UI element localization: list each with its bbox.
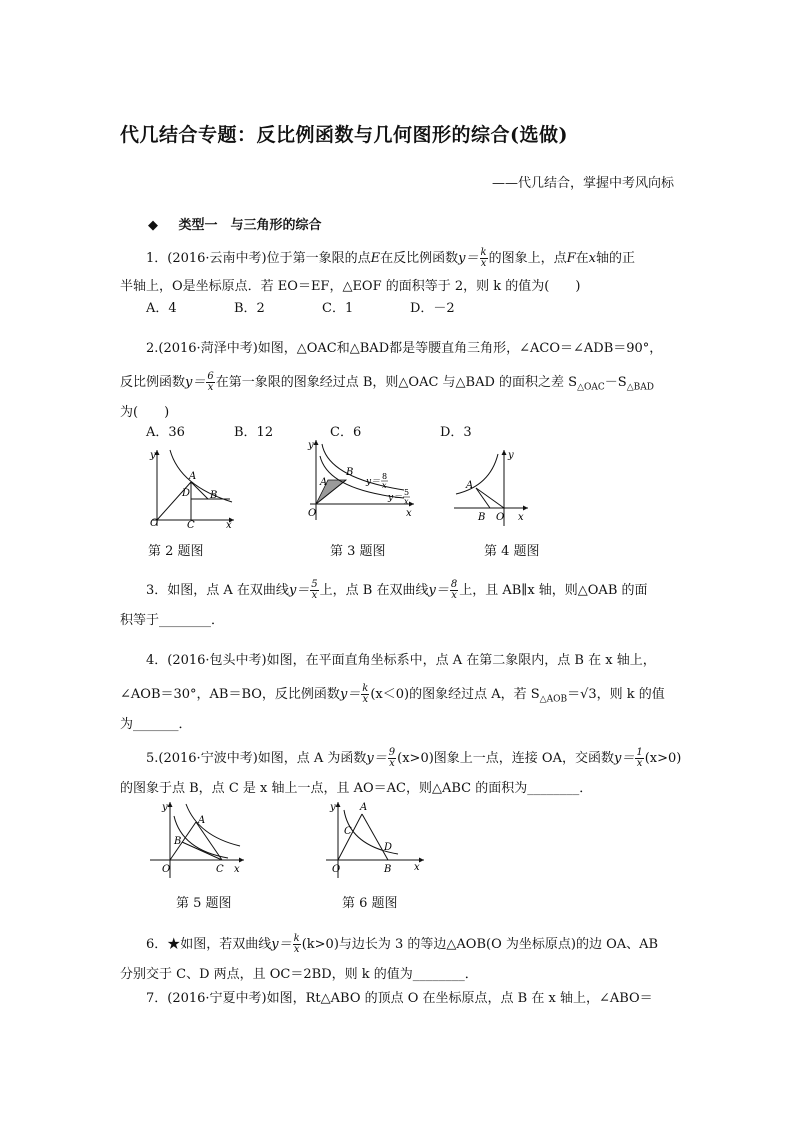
fig6-label-y: y <box>330 802 336 813</box>
fig4-caption: 第 4 题图 <box>484 544 540 559</box>
q1-frac-num: k <box>480 247 487 258</box>
fig5-label-o: O <box>162 864 171 875</box>
q1-text-e: 轴的正 <box>595 251 635 266</box>
q2-frac-num: 6 <box>207 371 214 382</box>
q2-minus: －S <box>604 375 627 390</box>
q1-y-eq: y＝ <box>458 251 479 266</box>
q1-var-e: E <box>370 251 381 266</box>
q4-fraction <box>361 684 369 705</box>
fig4-label-o: O <box>496 512 505 523</box>
fig2-label-b: B <box>210 490 218 501</box>
fig3-eq1-num: 8 <box>382 472 388 481</box>
section-heading <box>148 214 322 233</box>
fig5-caption: 第 5 题图 <box>176 896 232 911</box>
q6-line2: 分别交于 C、D 两点，且 OC＝2BD，则 k 的值为________． <box>120 967 478 982</box>
fig2-label-x: x <box>226 520 232 528</box>
page-subtitle: ——代几结合，掌握中考风向标 <box>491 176 674 191</box>
fig3-label-x: x <box>406 508 412 519</box>
q3-frac1-den: x <box>311 590 318 601</box>
q6-frac-den: x <box>293 944 300 955</box>
q3-text-c: 上，且 AB∥x 轴，则△OAB 的面 <box>459 583 648 598</box>
fig5-label-b: B <box>174 836 182 847</box>
q4-frac-den: x <box>362 694 369 705</box>
q5-frac1-num: 9 <box>388 747 396 758</box>
q1-option-b[interactable]: B．2 <box>234 301 265 316</box>
q1-fraction <box>480 248 488 269</box>
figure-4 <box>452 446 532 528</box>
q1-option-c[interactable]: C．1 <box>322 301 354 316</box>
q4-y-eq: y＝ <box>339 687 361 702</box>
fig4-label-y: y <box>508 450 514 461</box>
q6-line1 <box>146 934 658 955</box>
q2-line2 <box>120 372 654 397</box>
fig3-eq2-num: 5 <box>404 488 410 497</box>
fig2-label-d: D <box>182 488 191 499</box>
q6-fraction <box>293 934 301 955</box>
fig6-caption: 第 6 题图 <box>342 896 398 911</box>
q1-text-b: 在反比例函数 <box>380 251 459 266</box>
q2-option-d[interactable]: D．3 <box>440 425 472 440</box>
q2-text-b: 在第一象限的图象经过点 B，则△OAC 与△BAD 的面积之差 S <box>215 375 578 390</box>
fig4-label-b: B <box>478 512 486 523</box>
q2-fraction <box>206 372 214 393</box>
fig6-label-d: D <box>384 842 393 853</box>
q4-line2 <box>120 684 665 709</box>
q1-line2: 半轴上，O是坐标原点．若 EO＝EF，△EOF 的面积等于 2，则 k 的值为( ) <box>120 279 581 294</box>
fig3-eq2-y: y＝ <box>388 493 403 503</box>
q6-text-b: (k>0)与边长为 3 的等边△AOB(O 为坐标原点)的边 OA、AB <box>301 937 659 952</box>
q1-text-d: 在 <box>575 251 589 266</box>
fig4-label-x: x <box>518 512 524 523</box>
q3-frac2-den: x <box>451 590 457 601</box>
q4-text-b: (x＜0)的图象经过点 A，若 S <box>370 687 540 702</box>
fig5-label-a: A <box>198 815 206 826</box>
fig6-label-b: B <box>384 864 392 875</box>
fig2-label-o: O <box>150 518 159 528</box>
q3-y-eq-1: y＝ <box>288 583 310 598</box>
fig2-label-a: A <box>189 471 197 482</box>
q6-text-a: 6．★如图，若双曲线 <box>146 937 272 952</box>
q3-fraction-2 <box>450 580 458 601</box>
q6-frac-num: k <box>293 933 300 944</box>
q4-text-a: ∠AOB＝30°，AB＝BO，反比例函数 <box>120 687 340 702</box>
q3-text-a: 3．如图，点 A 在双曲线 <box>146 583 289 598</box>
q2-option-a[interactable]: A．36 <box>146 425 185 440</box>
fig3-label-y: y <box>308 440 314 451</box>
q7-line1: 7．(2016·宁夏中考)如图，Rt△ABO 的顶点 O 在坐标原点，点 B 在 x 轴上，∠ABO＝ <box>146 991 653 1006</box>
q5-text-c: (x>0) <box>644 751 682 766</box>
q1-option-d[interactable]: D．－2 <box>410 301 455 316</box>
q4-frac-num: k <box>362 683 369 694</box>
fig2-label-c: C <box>187 520 195 528</box>
fig6-label-o: O <box>332 864 341 875</box>
q5-fraction-2 <box>635 748 643 769</box>
q5-frac2-den: x <box>636 758 643 769</box>
fig6-label-c: C <box>344 826 352 837</box>
q1-options <box>146 300 498 318</box>
fig5-label-x: x <box>234 864 240 875</box>
q4-sub: △AOB <box>539 694 568 705</box>
q3-line2: 积等于________． <box>120 613 225 628</box>
q5-fraction-1 <box>388 748 396 769</box>
q2-line1: 2.(2016·菏泽中考)如图，△OAC和△BAD都是等腰直角三角形，∠ACO＝∠ADB＝90°， <box>146 341 663 356</box>
q2-sub1: △OAC <box>577 382 605 393</box>
q3-frac1-num: 5 <box>311 579 318 590</box>
diamond-icon: ◆ <box>148 218 158 233</box>
q2-option-c[interactable]: C．6 <box>330 425 362 440</box>
fig3-eq2-den: x <box>404 497 409 506</box>
fig5-label-y: y <box>162 802 168 813</box>
q5-y-eq-2: y＝ <box>613 751 635 766</box>
fig3-label-b: B <box>346 467 354 478</box>
q3-y-eq-2: y＝ <box>428 583 449 598</box>
figure-2 <box>140 446 240 528</box>
q4-line3: 为_______． <box>120 717 192 732</box>
q5-y-eq-1: y＝ <box>366 751 387 766</box>
q1-line1 <box>146 248 635 269</box>
fig6-label-x: x <box>414 862 420 873</box>
fig3-eq1-den: x <box>382 481 387 490</box>
q2-option-b[interactable]: B．12 <box>234 425 274 440</box>
fig3-eq1-y: y＝ <box>366 477 381 487</box>
q1-option-a[interactable]: A．4 <box>146 301 177 316</box>
q5-text-a: 5.(2016·宁波中考)如图，点 A 为函数 <box>146 751 367 766</box>
fig5-label-c: C <box>216 864 224 875</box>
fig3-caption: 第 3 题图 <box>330 544 386 559</box>
fig2-caption: 第 2 题图 <box>148 544 204 559</box>
figure-3 <box>300 438 420 524</box>
q5-text-b: (x>0)图象上一点，连接 OA，交函数 <box>397 751 614 766</box>
q5-frac1-den: x <box>389 758 395 769</box>
q5-line1 <box>146 748 681 769</box>
q5-frac2-num: 1 <box>636 747 643 758</box>
q2-y-eq: y＝ <box>185 375 206 390</box>
q1-frac-den: x <box>480 258 487 269</box>
fig6-label-a: A <box>360 802 368 813</box>
q5-line2: 的图象于点 B，点 C 是 x 轴上一点，且 AO＝AC，则△ABC 的面积为________． <box>120 781 593 796</box>
figure-6 <box>324 800 430 880</box>
q6-y-eq: y＝ <box>271 937 292 952</box>
q3-fraction-1 <box>310 580 318 601</box>
fig3-label-a: A <box>320 477 328 488</box>
q2-line3: 为( ) <box>120 405 170 420</box>
q3-line1 <box>146 580 648 601</box>
q4-line1: 4．(2016·包头中考)如图，在平面直角坐标系中，点 A 在第二象限内，点 B 在 x 轴上， <box>146 653 656 668</box>
q1-text-a: 1．(2016·云南中考)位于第一象限的点 <box>146 251 371 266</box>
q3-text-b: 上，点 B 在双曲线 <box>319 583 429 598</box>
q2-frac-den: x <box>207 382 214 393</box>
q4-text-c: ＝√3，则 k 的值 <box>567 687 665 702</box>
q3-frac2-num: 8 <box>450 579 458 590</box>
section-label: 类型一 与三角形的综合 <box>178 218 322 233</box>
q1-var-f: F <box>566 251 576 266</box>
page-title: 代几结合专题：反比例函数与几何图形的综合(选做) <box>120 124 568 146</box>
figure-5 <box>148 800 248 880</box>
q1-var-x: x <box>588 251 596 266</box>
q2-sub2: △BAD <box>626 382 654 393</box>
q1-text-c: 的图象上，点 <box>488 251 567 266</box>
fig3-label-o: O <box>308 508 317 519</box>
fig4-label-a: A <box>466 480 474 491</box>
q2-text-a: 反比例函数 <box>120 375 186 390</box>
fig2-label-y: y <box>150 450 156 461</box>
